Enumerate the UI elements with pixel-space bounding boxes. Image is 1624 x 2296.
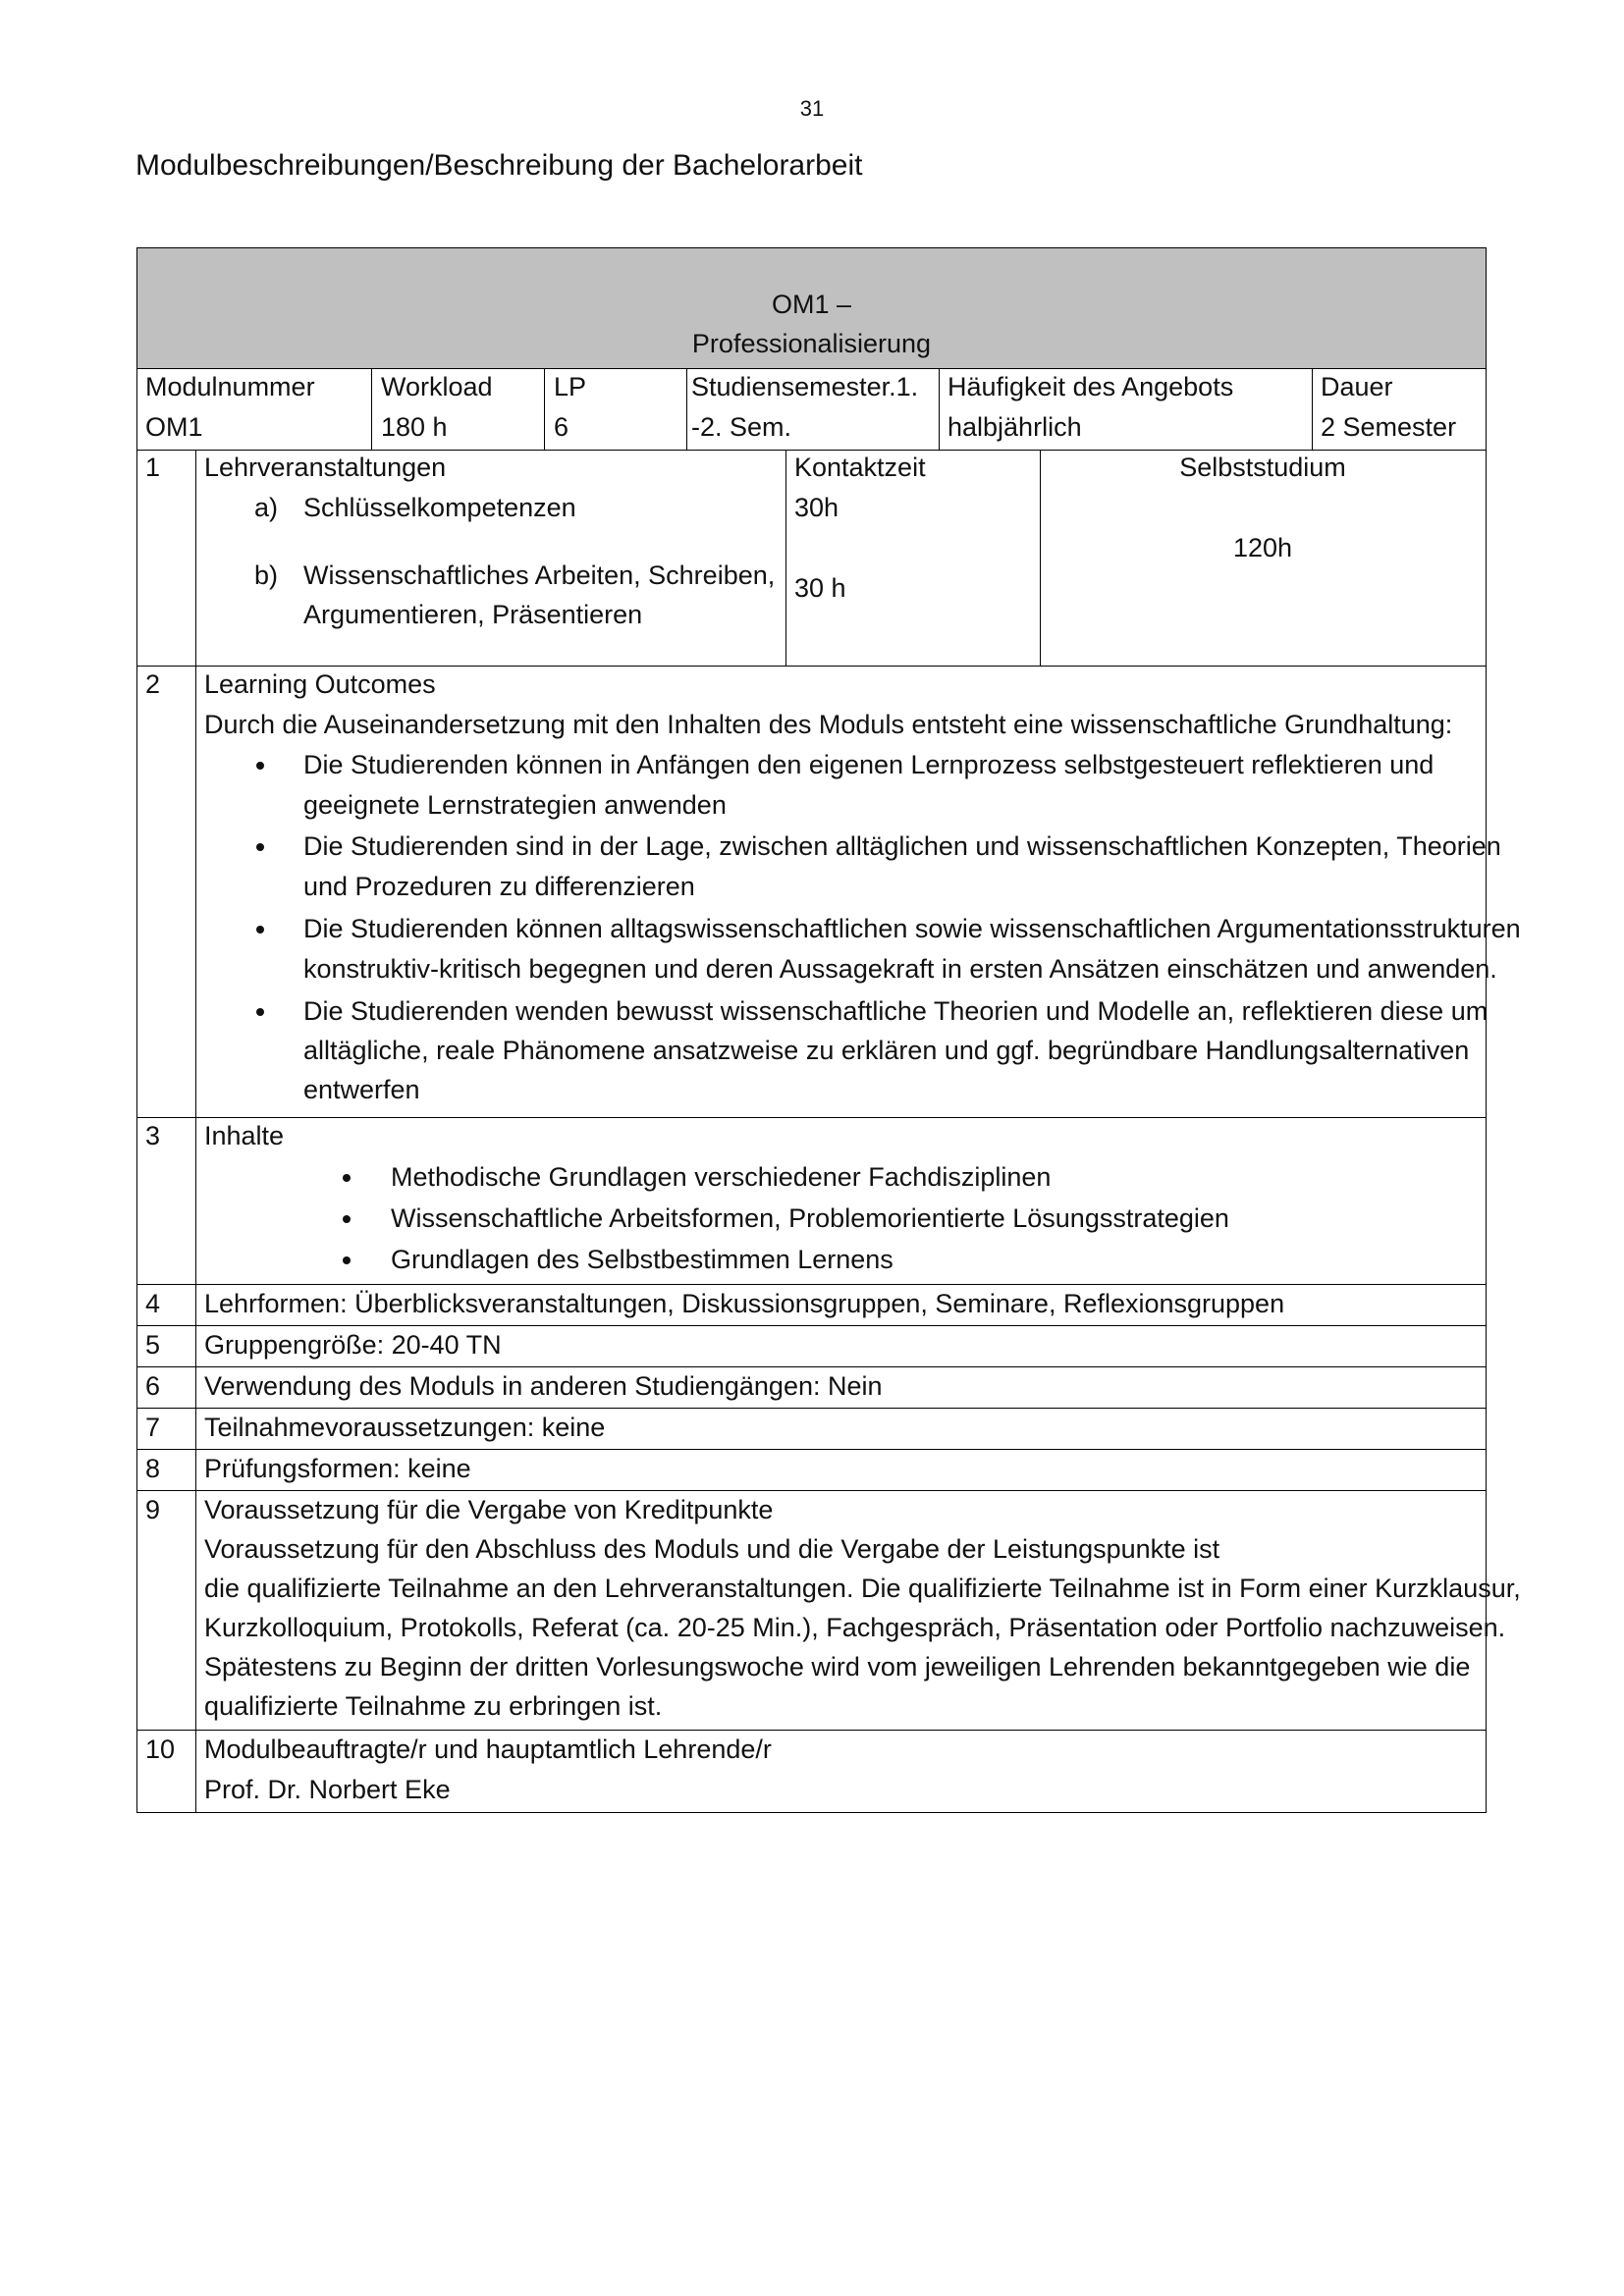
outcome-line: und Prozeduren zu differenzieren (303, 872, 695, 901)
haeufigkeit-label: Häufigkeit des Angebots (947, 372, 1234, 401)
row-number: 8 (145, 1454, 161, 1483)
table-rule (939, 368, 940, 450)
course-title-continued: Argumentieren, Präsentieren (303, 600, 643, 629)
kreditpunkte-line: Spätestens zu Beginn der dritten Vorlesungswoche wird vom jeweiligen Lehrenden bekanntgegeben wie die (204, 1652, 1471, 1682)
kreditpunkte-line: qualifizierte Teilnahme zu erbringen ist. (204, 1691, 663, 1721)
row-number: 1 (145, 453, 161, 482)
kreditpunkte-line: Voraussetzung für den Abschluss des Moduls und die Vergabe der Leistungspunkte ist (204, 1534, 1220, 1564)
number-column-rule (195, 450, 196, 1813)
selbststudium-heading: Selbststudium (1179, 453, 1346, 482)
pruefungsformen-text: Prüfungsformen: keine (204, 1454, 471, 1483)
table-rule (371, 368, 372, 450)
course-contact-hours: 30 h (794, 573, 846, 603)
lehrformen-text: Lehrformen: Überblicksveranstaltungen, Diskussionsgruppen, Seminare, Reflexionsgruppen (204, 1289, 1285, 1318)
table-rule (544, 368, 545, 450)
haeufigkeit-value: halbjährlich (947, 412, 1082, 442)
content-item: Wissenschaftliche Arbeitsformen, Problemorientierte Lösungsstrategien (391, 1203, 1229, 1233)
modulnummer-value: OM1 (145, 412, 203, 442)
row-number: 3 (145, 1121, 161, 1150)
module-name-title: Professionalisierung (691, 329, 932, 358)
row-number: 2 (145, 669, 161, 699)
modulbeauftragte-heading: Modulbeauftragte/r und hauptamtlich Lehrende/r (204, 1735, 772, 1764)
outcome-line: Die Studierenden wenden bewusst wissenschaftliche Theorien und Modelle an, reflektieren diese um (303, 996, 1489, 1026)
table-border-top (136, 247, 1487, 248)
studiensemester-label: Studiensemester.1. (691, 372, 919, 401)
bullet-icon (256, 843, 264, 851)
bullet-icon (256, 1008, 264, 1016)
bullet-icon (256, 762, 264, 770)
table-rule (1312, 368, 1313, 450)
table-border-bottom (136, 1812, 1487, 1813)
course-marker: b) (254, 561, 279, 590)
outcome-line: Die Studierenden sind in der Lage, zwischen alltäglichen und wissenschaftlichen Konzepten, Theorien (303, 831, 1501, 861)
outcome-line: konstruktiv-kritisch begegnen und deren Aussagekraft in ersten Ansätzen einschätzen und anwenden. (303, 954, 1497, 984)
kreditpunkte-line: Kurzkolloquium, Protokolls, Referat (ca. 20-25 Min.), Fachgespräch, Präsentation oder Portfolio nachzuweisen. (204, 1613, 1506, 1642)
outcome-line: geeignete Lernstrategien anwenden (303, 790, 727, 820)
bullet-icon (343, 1174, 351, 1182)
row-number: 6 (145, 1371, 161, 1401)
module-code-title: OM1 – (771, 290, 852, 319)
modulnummer-label: Modulnummer (145, 372, 315, 401)
studiensemester-value: -2. Sem. (691, 412, 792, 442)
kreditpunkte-heading: Voraussetzung für die Vergabe von Kreditpunkte (204, 1495, 774, 1524)
bullet-icon (256, 926, 264, 934)
row-number: 7 (145, 1413, 161, 1442)
row-number: 9 (145, 1495, 161, 1524)
course-contact-hours: 30h (794, 493, 839, 522)
outcome-line: Die Studierenden können alltagswissenschaftlichen sowie wissenschaftlichen Argumentationsstrukturen (303, 914, 1521, 943)
course-title: Schlüsselkompetenzen (303, 493, 576, 522)
learning-outcomes-heading: Learning Outcomes (204, 669, 436, 699)
page-heading: Modulbeschreibungen/Beschreibung der Bachelorarbeit (135, 149, 863, 182)
course-marker: a) (254, 493, 279, 522)
gruppengroesse-text: Gruppengröße: 20-40 TN (204, 1330, 502, 1360)
page-number: 31 (799, 96, 825, 121)
content-item: Methodische Grundlagen verschiedener Fachdisziplinen (391, 1162, 1052, 1192)
inhalte-heading: Inhalte (204, 1121, 285, 1150)
dauer-value: 2 Semester (1321, 412, 1457, 442)
bullet-icon (343, 1215, 351, 1223)
verwendung-text: Verwendung des Moduls in anderen Studiengängen: Nein (204, 1371, 883, 1401)
row-number: 5 (145, 1330, 161, 1360)
selbststudium-value: 120h (1232, 533, 1293, 562)
outcome-line: alltägliche, reale Phänomene ansatzweise zu erklären und ggf. begründbare Handlungsalternativen (303, 1036, 1470, 1065)
learning-outcomes-intro: Durch die Auseinandersetzung mit den Inhalten des Moduls entsteht eine wissenschaftliche Grundhaltung: (204, 710, 1453, 739)
bullet-icon (343, 1256, 351, 1264)
workload-value: 180 h (381, 412, 448, 442)
modulbeauftragte-name: Prof. Dr. Norbert Eke (204, 1775, 451, 1804)
row-number: 4 (145, 1289, 161, 1318)
table-border-left (136, 247, 137, 1813)
outcome-line: entwerfen (303, 1075, 420, 1104)
table-rule (136, 1117, 1487, 1118)
lehrveranstaltungen-heading: Lehrveranstaltungen (204, 453, 447, 482)
row-number: 10 (145, 1735, 176, 1764)
lp-value: 6 (554, 412, 569, 442)
teilnahmevoraussetzungen-text: Teilnahmevoraussetzungen: keine (204, 1413, 606, 1442)
dauer-label: Dauer (1321, 372, 1393, 401)
content-item: Grundlagen des Selbstbestimmen Lernens (391, 1245, 893, 1274)
course-title: Wissenschaftliches Arbeiten, Schreiben, (303, 561, 776, 590)
kontaktzeit-heading: Kontaktzeit (794, 453, 926, 482)
table-rule (785, 450, 786, 666)
outcome-line: Die Studierenden können in Anfängen den eigenen Lernprozess selbstgesteuert reflektieren und (303, 750, 1435, 779)
lp-label: LP (554, 372, 587, 401)
workload-label: Workload (381, 372, 493, 401)
kreditpunkte-line: die qualifizierte Teilnahme an den Lehrveranstaltungen. Die qualifizierte Teilnahme ist in Form einer Kurzklausur, (204, 1574, 1521, 1603)
table-rule (686, 368, 687, 450)
